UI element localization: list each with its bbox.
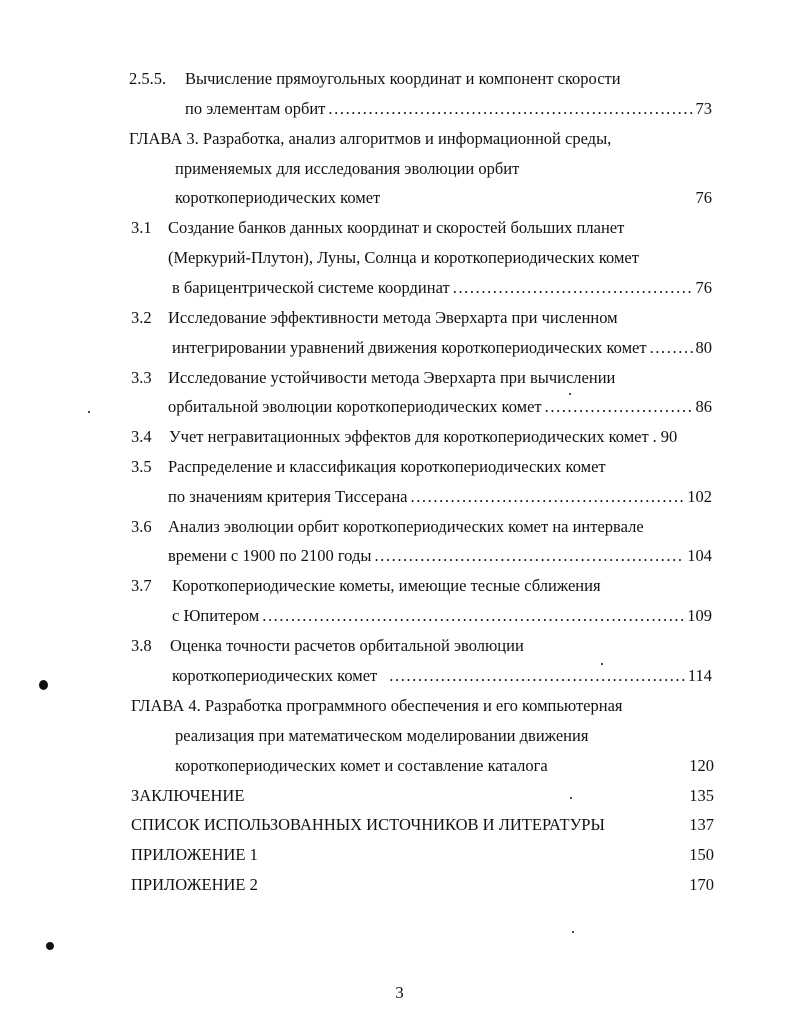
dot-leader: [374, 546, 684, 566]
scan-speck: [569, 393, 571, 395]
chapter-heading-line: применяемых для исследования эволюции орбит: [175, 159, 520, 178]
toc-entry-text: Создание банков данных координат и скоростей больших планет: [168, 218, 625, 237]
chapter-heading-line: короткопериодических комет и составление каталога: [175, 756, 548, 775]
chapter-heading-line: реализация при математическом моделировании движения: [175, 726, 589, 745]
toc-entry-row: [168, 397, 712, 417]
toc-entry-row: [168, 487, 712, 507]
toc-page-number: 150: [689, 845, 714, 864]
toc-number: 3.1: [131, 218, 152, 237]
dot-leader: [545, 397, 693, 417]
toc-entry-row: [172, 606, 712, 626]
dot-leader: [328, 99, 692, 119]
toc-entry-text: Исследование эффективности метода Эверхарта при численном: [168, 308, 618, 327]
toc-entry-text: Анализ эволюции орбит короткопериодических комет на интервале: [168, 517, 644, 536]
scan-speck: [46, 942, 54, 950]
dot-leader: [650, 338, 693, 358]
toc-entry-text: в барицентрической системе координат: [172, 278, 450, 297]
toc-entry-row: [172, 278, 712, 298]
toc-entry-text: Учет негравитационных эффектов для короткопериодических комет: [169, 427, 649, 446]
scan-speck: [88, 411, 90, 413]
scan-speck: [572, 931, 574, 933]
scan-speck: [570, 797, 572, 799]
toc-entry-text: Исследование устойчивости метода Эверхарта при вычислении: [168, 368, 616, 387]
toc-entry-text: с Юпитером: [172, 606, 260, 625]
toc-entry-text: Короткопериодические кометы, имеющие тесные сближения: [172, 576, 601, 595]
toc-page-number: 135: [689, 786, 714, 805]
toc-page-number: 86: [695, 397, 712, 416]
toc-page-number: 170: [689, 875, 714, 894]
toc-entry-text: по элементам орбит: [185, 99, 326, 118]
toc-entry-text: (Меркурий-Плутон), Луны, Солнца и короткопериодических комет: [168, 248, 639, 267]
chapter-heading: ГЛАВА 3. Разработка, анализ алгоритмов и информационной среды,: [129, 129, 612, 148]
scan-speck: [601, 663, 603, 665]
chapter-heading-line: короткопериодических комет: [175, 188, 381, 207]
toc-entry-row: [172, 666, 712, 686]
toc-entry-row: [185, 99, 712, 119]
toc-number: 3.7: [131, 576, 152, 595]
toc-number: 3.8: [131, 636, 152, 655]
toc-entry-text: Распределение и классификация короткопериодических комет: [168, 457, 606, 476]
toc-page-number: 104: [687, 546, 712, 565]
toc-section-conclusion: ЗАКЛЮЧЕНИЕ: [131, 786, 245, 805]
toc-section-appendix-1: ПРИЛОЖЕНИЕ 1: [131, 845, 258, 864]
toc-entry-text: короткопериодических комет: [172, 666, 378, 685]
toc-page-number: 109: [687, 606, 712, 625]
dot-leader: [262, 606, 684, 626]
toc-page-number: 76: [695, 188, 712, 207]
toc-entry-text: по значениям критерия Тиссерана: [168, 487, 408, 506]
toc-number: 3.6: [131, 517, 152, 536]
dot-leader: [453, 278, 693, 298]
toc-section-references: СПИСОК ИСПОЛЬЗОВАННЫХ ИСТОЧНИКОВ И ЛИТЕРАТУРЫ: [131, 815, 605, 834]
toc-number: 3.4: [131, 427, 152, 446]
toc-page-number: 120: [689, 756, 714, 775]
toc-entry-text: орбитальной эволюции короткопериодических комет: [168, 397, 542, 416]
toc-number: 3.3: [131, 368, 152, 387]
toc-section-appendix-2: ПРИЛОЖЕНИЕ 2: [131, 875, 258, 894]
toc-entry-row: [131, 427, 712, 447]
toc-page-number: 137: [689, 815, 714, 834]
toc-page-number: 102: [687, 487, 712, 506]
dot-leader: [389, 666, 685, 686]
dot-leader: .: [652, 427, 657, 446]
toc-number: 3.5: [131, 457, 152, 476]
chapter-heading: ГЛАВА 4. Разработка программного обеспечения и его компьютерная: [131, 696, 623, 715]
toc-page-number: 80: [695, 338, 712, 357]
toc-entry-text: Вычисление прямоугольных координат и компонент скорости: [185, 69, 621, 88]
toc-page-number: 114: [687, 666, 712, 685]
toc-entry-text: времени с 1900 по 2100 годы: [168, 546, 372, 565]
scan-speck: [39, 680, 48, 690]
toc-entry-row: [168, 546, 712, 566]
toc-page-number: 73: [695, 99, 712, 118]
dot-leader: [410, 487, 684, 507]
toc-number: 2.5.5.: [129, 69, 167, 88]
toc-number: 3.2: [131, 308, 152, 327]
toc-page-number: 76: [695, 278, 712, 297]
toc-entry-text: интегрировании уравнений движения короткопериодических комет: [172, 338, 647, 357]
toc-entry-row: [172, 338, 712, 358]
toc-entry-text: Оценка точности расчетов орбитальной эволюции: [170, 636, 524, 655]
page-number: 3: [395, 983, 404, 1002]
toc-page-number: 90: [660, 427, 678, 446]
